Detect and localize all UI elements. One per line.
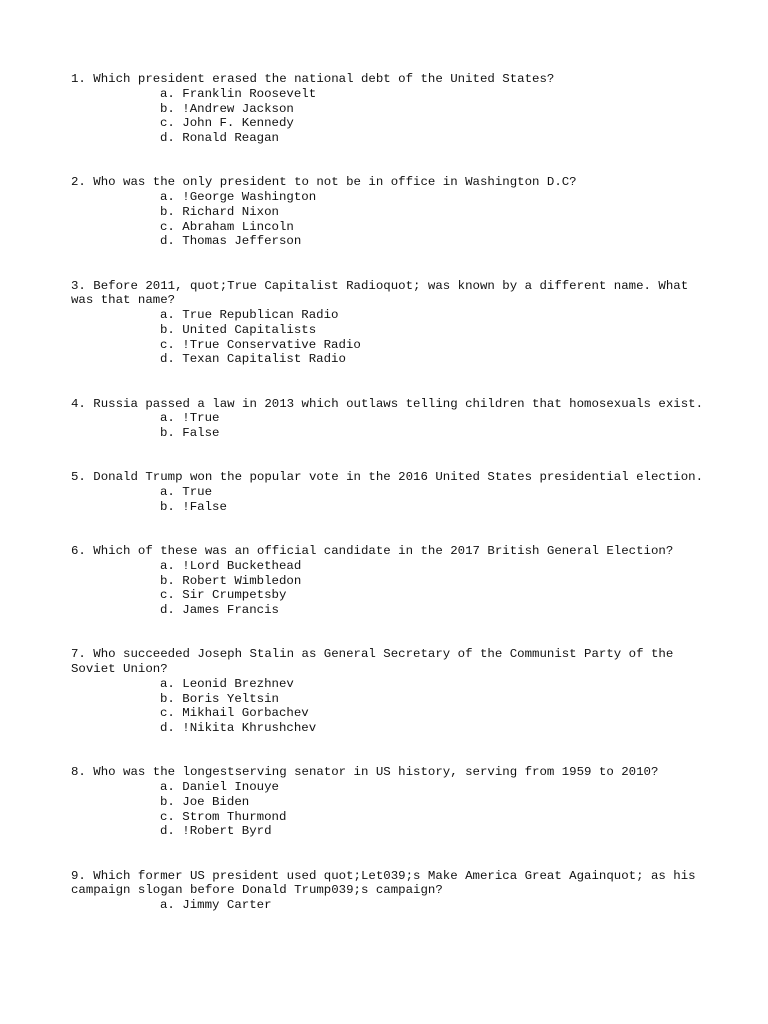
answer-options — [71, 87, 711, 146]
answer-option: a. Franklin Roosevelt — [160, 86, 317, 101]
answer-option: d. James Francis — [160, 603, 279, 617]
answer-option: b. False — [160, 426, 220, 440]
question-text: 3. Before 2011, quot;True Capitalist Radioquot; was known by a different name. What was that name? — [71, 278, 696, 308]
answer-option: c. Strom Thurmond — [160, 809, 287, 824]
question-text: 2. Who was the only president to not be in office in Washington D.C? — [71, 175, 577, 190]
answer-options — [71, 677, 711, 736]
answer-option: a. !True — [160, 411, 220, 426]
answer-option: a. Leonid Brezhnev — [160, 676, 294, 691]
answer-option: d. !Robert Byrd — [160, 824, 272, 839]
question-text: 9. Which former US president used quot;Let039;s Make America Great Againquot; as his campaign slogan before Donald Trump039;s campaign? — [71, 868, 704, 898]
question-3 — [71, 279, 711, 368]
question-5 — [71, 470, 711, 514]
answer-option: b. Robert Wimbledon — [160, 573, 302, 588]
question-text: 7. Who succeeded Joseph Stalin as General Secretary of the Communist Party of the Soviet Union? — [71, 647, 681, 676]
answer-options — [71, 559, 711, 618]
answer-options — [71, 308, 711, 367]
answer-option: b. Boris Yeltsin — [160, 691, 279, 706]
question-7 — [71, 647, 711, 736]
answer-option: a. True — [160, 485, 213, 499]
answer-options — [71, 485, 711, 515]
answer-option: d. Ronald Reagan — [160, 131, 279, 145]
question-4 — [71, 397, 711, 441]
answer-option: b. !False — [160, 499, 227, 514]
answer-options — [71, 411, 711, 441]
question-2 — [71, 175, 711, 249]
question-text: 5. Donald Trump won the popular vote in the 2016 United States presidential election. — [71, 470, 704, 485]
answer-option: a. !Lord Buckethead — [160, 558, 302, 573]
answer-option: d. Thomas Jefferson — [160, 234, 302, 249]
question-6 — [71, 544, 711, 618]
quiz-document — [71, 72, 711, 942]
question-8 — [71, 765, 711, 839]
answer-option: b. !Andrew Jackson — [160, 101, 294, 116]
answer-option: a. !George Washington — [160, 190, 317, 204]
question-text: 6. Which of these was an official candidate in the 2017 British General Election? — [71, 544, 674, 558]
answer-option: d. !Nikita Khrushchev — [160, 721, 317, 735]
answer-option: a. True Republican Radio — [160, 308, 339, 322]
answer-option: d. Texan Capitalist Radio — [160, 352, 346, 367]
answer-option: c. !True Conservative Radio — [160, 337, 361, 352]
answer-option: c. Sir Crumpetsby — [160, 588, 287, 603]
question-text: 1. Which president erased the national debt of the United States? — [71, 72, 555, 86]
question-text: 4. Russia passed a law in 2013 which outlaws telling children that homosexuals exist. — [71, 396, 704, 411]
answer-option: b. Joe Biden — [160, 794, 250, 809]
answer-option: b. United Capitalists — [160, 322, 317, 337]
answer-options — [71, 898, 711, 913]
answer-option: a. Jimmy Carter — [160, 898, 272, 912]
answer-option: b. Richard Nixon — [160, 204, 279, 219]
answer-options — [71, 780, 711, 839]
question-text: 8. Who was the longestserving senator in US history, serving from 1959 to 2010? — [71, 765, 659, 780]
answer-option: c. Mikhail Gorbachev — [160, 706, 309, 721]
answer-option: c. Abraham Lincoln — [160, 219, 294, 234]
answer-options — [71, 190, 711, 249]
question-9 — [71, 869, 711, 913]
answer-option: a. Daniel Inouye — [160, 780, 279, 794]
answer-option: c. John F. Kennedy — [160, 116, 294, 131]
question-1 — [71, 72, 711, 146]
